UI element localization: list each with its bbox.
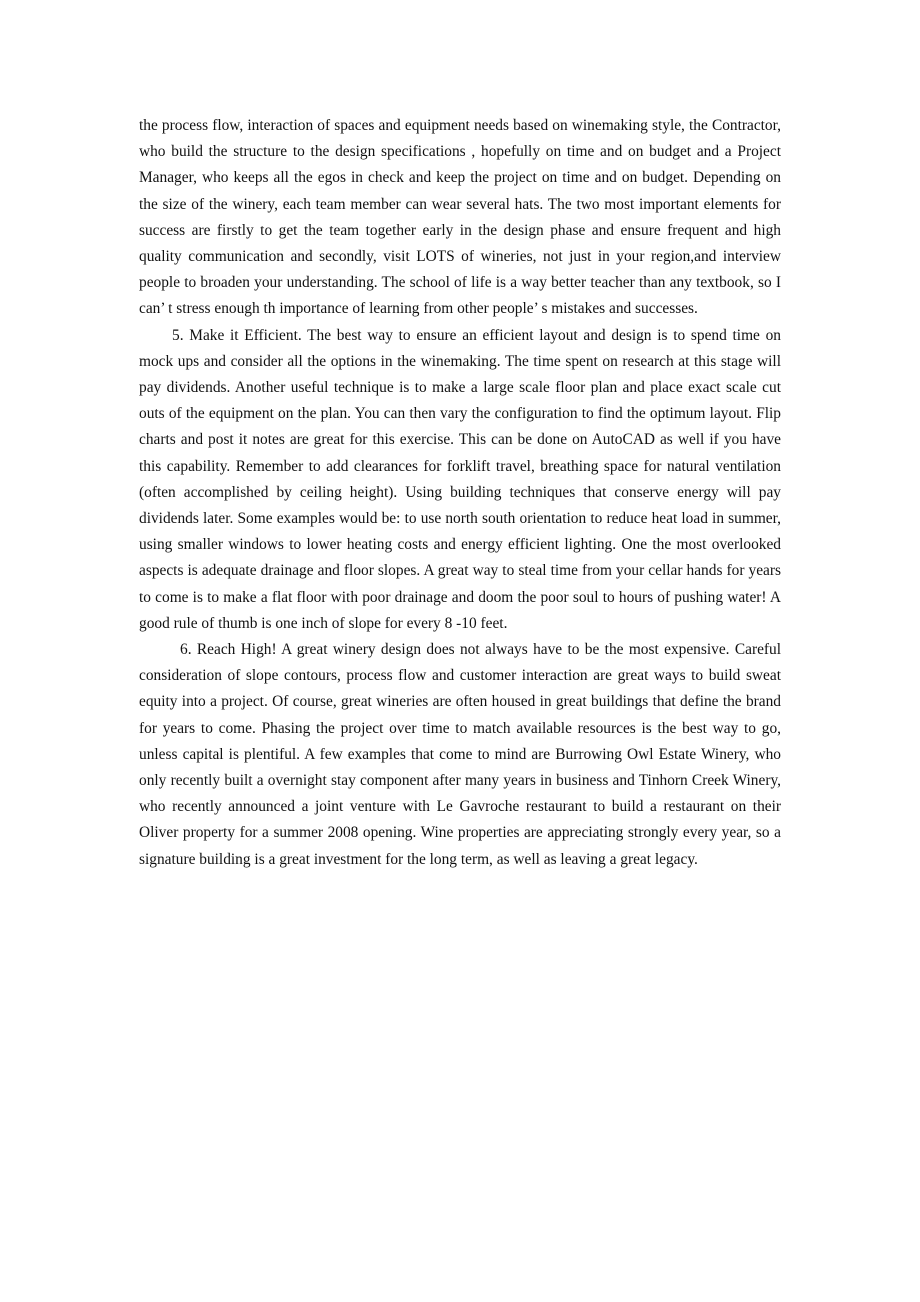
paragraph-reach-high: 6. Reach High! A great winery design does not always have to be the most expensive. Careful consideration of slope contours, process flow and customer interaction are great ways to build sweat equity into a project. Of course, great wineries are often housed in great buildings that define the brand for years to come. Phasing the project over time to match available resources is the best way to go, unless capital is plentiful. A few examples that come to mind are Burrowing Owl Estate Winery, who only recently built a overnight stay component after many years in business and Tinhorn Creek Winery, who recently announced a joint venture with Le Gavroche restaurant to build a restaurant on their Oliver property for a summer 2008 opening. Wine properties are appreciating strongly every year, so a signature building is a great investment for the long term, as well as leaving a great legacy.	[139, 641, 781, 868]
document-body	[139, 113, 781, 873]
paragraph-team-continuation: the process flow, interaction of spaces and equipment needs based on winemaking style, the Contractor, who build the structure to the design specifications , hopefully on time and on budget and a Project Manager, who keeps all the egos in check and keep the project on time and on budget. Depending on the size of the winery, each team member can wear several hats. The two most important elements for success are firstly to get the team together early in the design phase and ensure frequent and high quality communication and secondly, visit LOTS of wineries, not just in your region,and interview people to broaden your understanding. The school of life is a way better teacher than any textbook, so I can’ t stress enough th importance of learning from other people’ s mistakes and successes.	[139, 117, 781, 318]
paragraph-make-it-efficient: 5. Make it Efficient. The best way to ensure an efficient layout and design is to spend time on mock ups and consider all the options in the winemaking. The time spent on research at this stage will pay dividends. Another useful technique is to make a large scale floor plan and place exact scale cut outs of the equipment on the plan. You can then vary the configuration to find the optimum layout. Flip charts and post it notes are great for this exercise. This can be done on AutoCAD as well if you have this capability. Remember to add clearances for forklift travel, breathing space for natural ventilation (often accomplished by ceiling height). Using building techniques that conserve energy will pay dividends later. Some examples would be: to use north south orientation to reduce heat load in summer, using smaller windows to lower heating costs and energy efficient lighting. One the most overlooked aspects is adequate drainage and floor slopes. A great way to steal time from your cellar hands for years to come is to make a flat floor with poor drainage and doom the poor soul to hours of pushing water! A good rule of thumb is one inch of slope for every 8 -10 feet.	[139, 326, 781, 632]
